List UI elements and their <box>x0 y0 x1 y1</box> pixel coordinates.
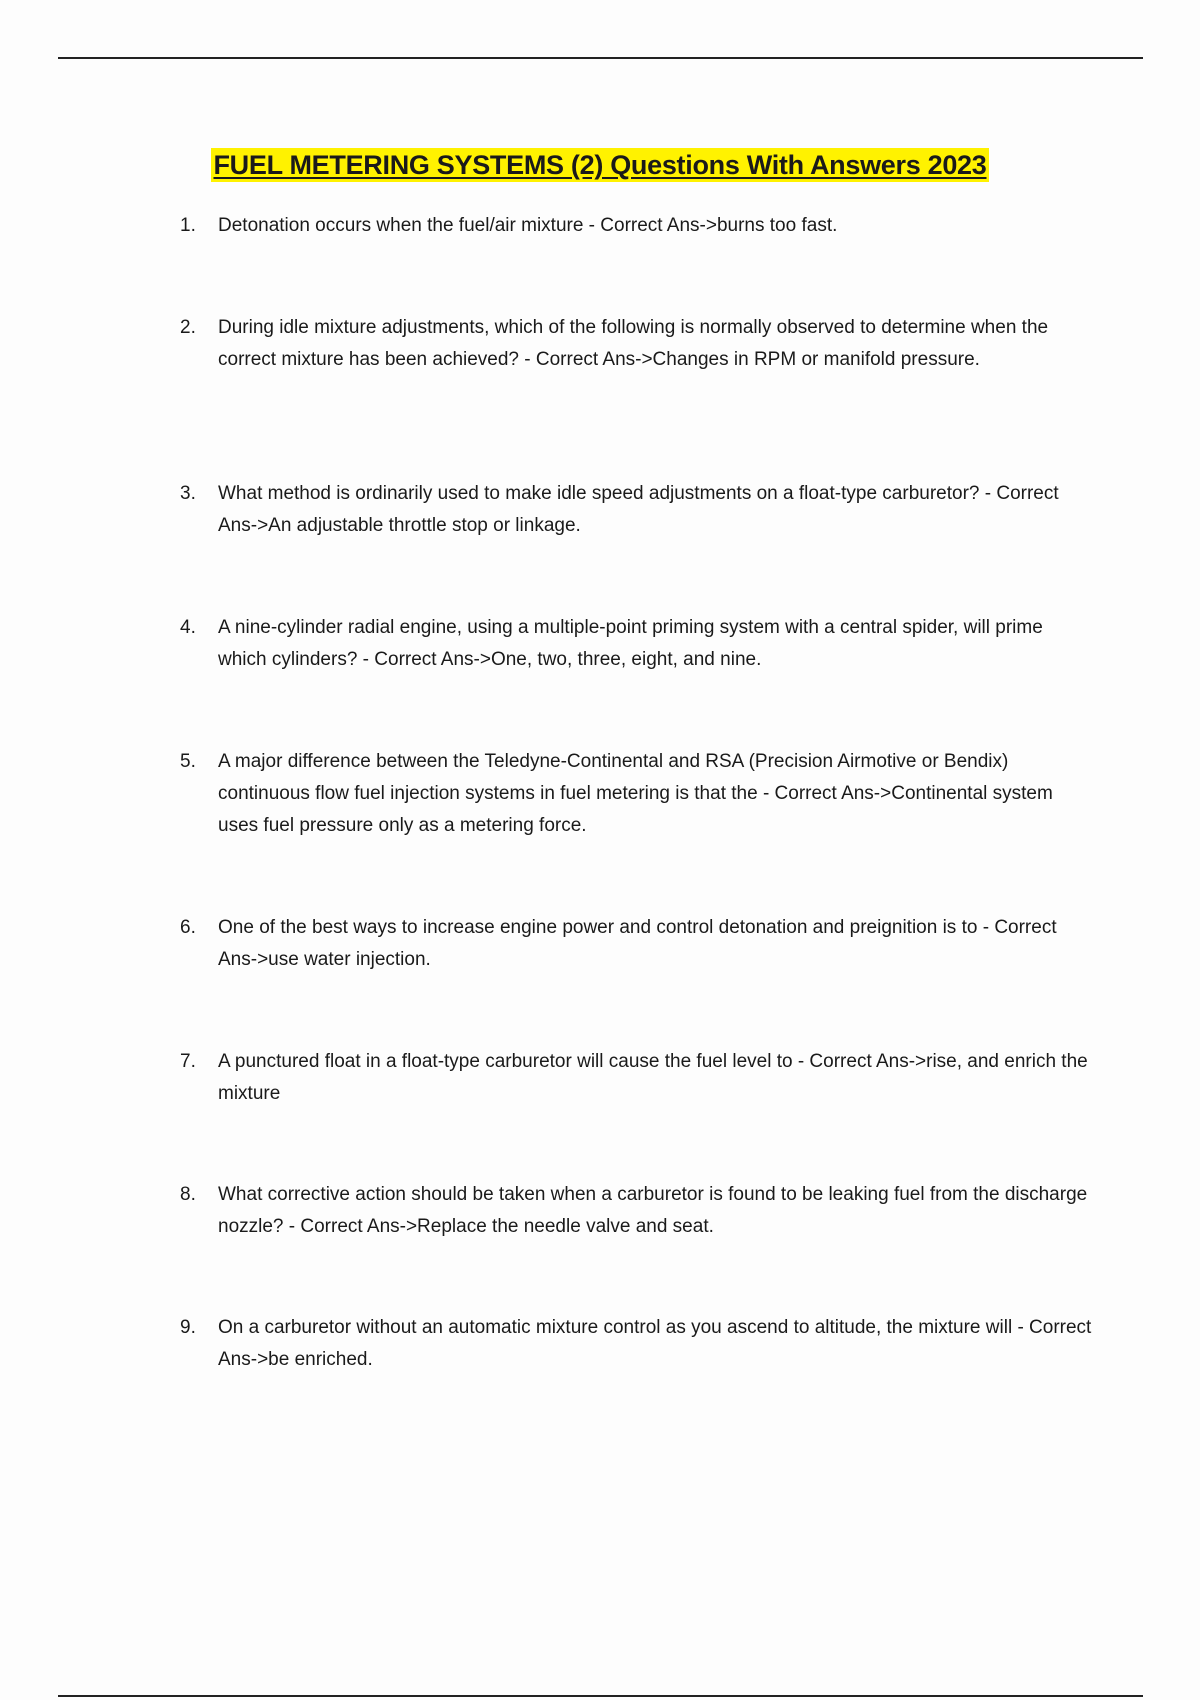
item-text: During idle mixture adjustments, which of the following is normally observed to determine when the correct mixture has been achieved? - Correct Ans->Changes in RPM or manifold pressure. <box>218 317 1049 370</box>
item-number: 3. <box>180 483 196 504</box>
item-text: A punctured float in a float-type carburetor will cause the fuel level to - Correct Ans->rise, and enrich the mixture <box>218 1051 1088 1104</box>
list-item <box>180 210 837 242</box>
list-item <box>180 1312 1095 1376</box>
title-container <box>0 148 1200 182</box>
item-number: 6. <box>180 917 196 938</box>
item-text: A major difference between the Teledyne-Continental and RSA (Precision Airmotive or Bendix) continuous flow fuel injection systems in fuel metering is that the - Correct Ans->Continental system uses fuel pressure only as a metering force. <box>218 751 1053 836</box>
document-title: FUEL METERING SYSTEMS (2) Questions With Answers 2023 <box>213 150 987 180</box>
item-number: 8. <box>180 1184 196 1205</box>
list-item <box>180 612 1095 676</box>
item-number: 7. <box>180 1051 196 1072</box>
header-rule <box>58 57 1143 59</box>
item-text: What corrective action should be taken when a carburetor is found to be leaking fuel from the discharge nozzle? - Correct Ans->Replace the needle valve and seat. <box>218 1184 1088 1237</box>
item-text: Detonation occurs when the fuel/air mixture - Correct Ans->burns too fast. <box>218 215 838 236</box>
item-number: 1. <box>180 215 196 236</box>
list-item <box>180 478 1095 542</box>
footer-rule <box>58 1695 1143 1697</box>
item-number: 9. <box>180 1317 196 1338</box>
item-text: What method is ordinarily used to make idle speed adjustments on a float-type carburetor? - Correct Ans->An adjustable throttle stop or linkage. <box>218 483 1059 536</box>
item-text: A nine-cylinder radial engine, using a multiple-point priming system with a central spider, will prime which cylinders? - Correct Ans->One, two, three, eight, and nine. <box>218 617 1043 670</box>
item-number: 5. <box>180 751 196 772</box>
list-item <box>180 746 1095 842</box>
list-item <box>180 912 1095 976</box>
item-text: On a carburetor without an automatic mixture control as you ascend to altitude, the mixture will - Correct Ans->be enriched. <box>218 1317 1092 1370</box>
list-item <box>180 1179 1095 1243</box>
item-text: One of the best ways to increase engine power and control detonation and preignition is to - Correct Ans->use water injection. <box>218 917 1057 970</box>
item-number: 2. <box>180 317 196 338</box>
list-item <box>180 1046 1095 1110</box>
list-item <box>180 312 1095 376</box>
item-number: 4. <box>180 617 196 638</box>
